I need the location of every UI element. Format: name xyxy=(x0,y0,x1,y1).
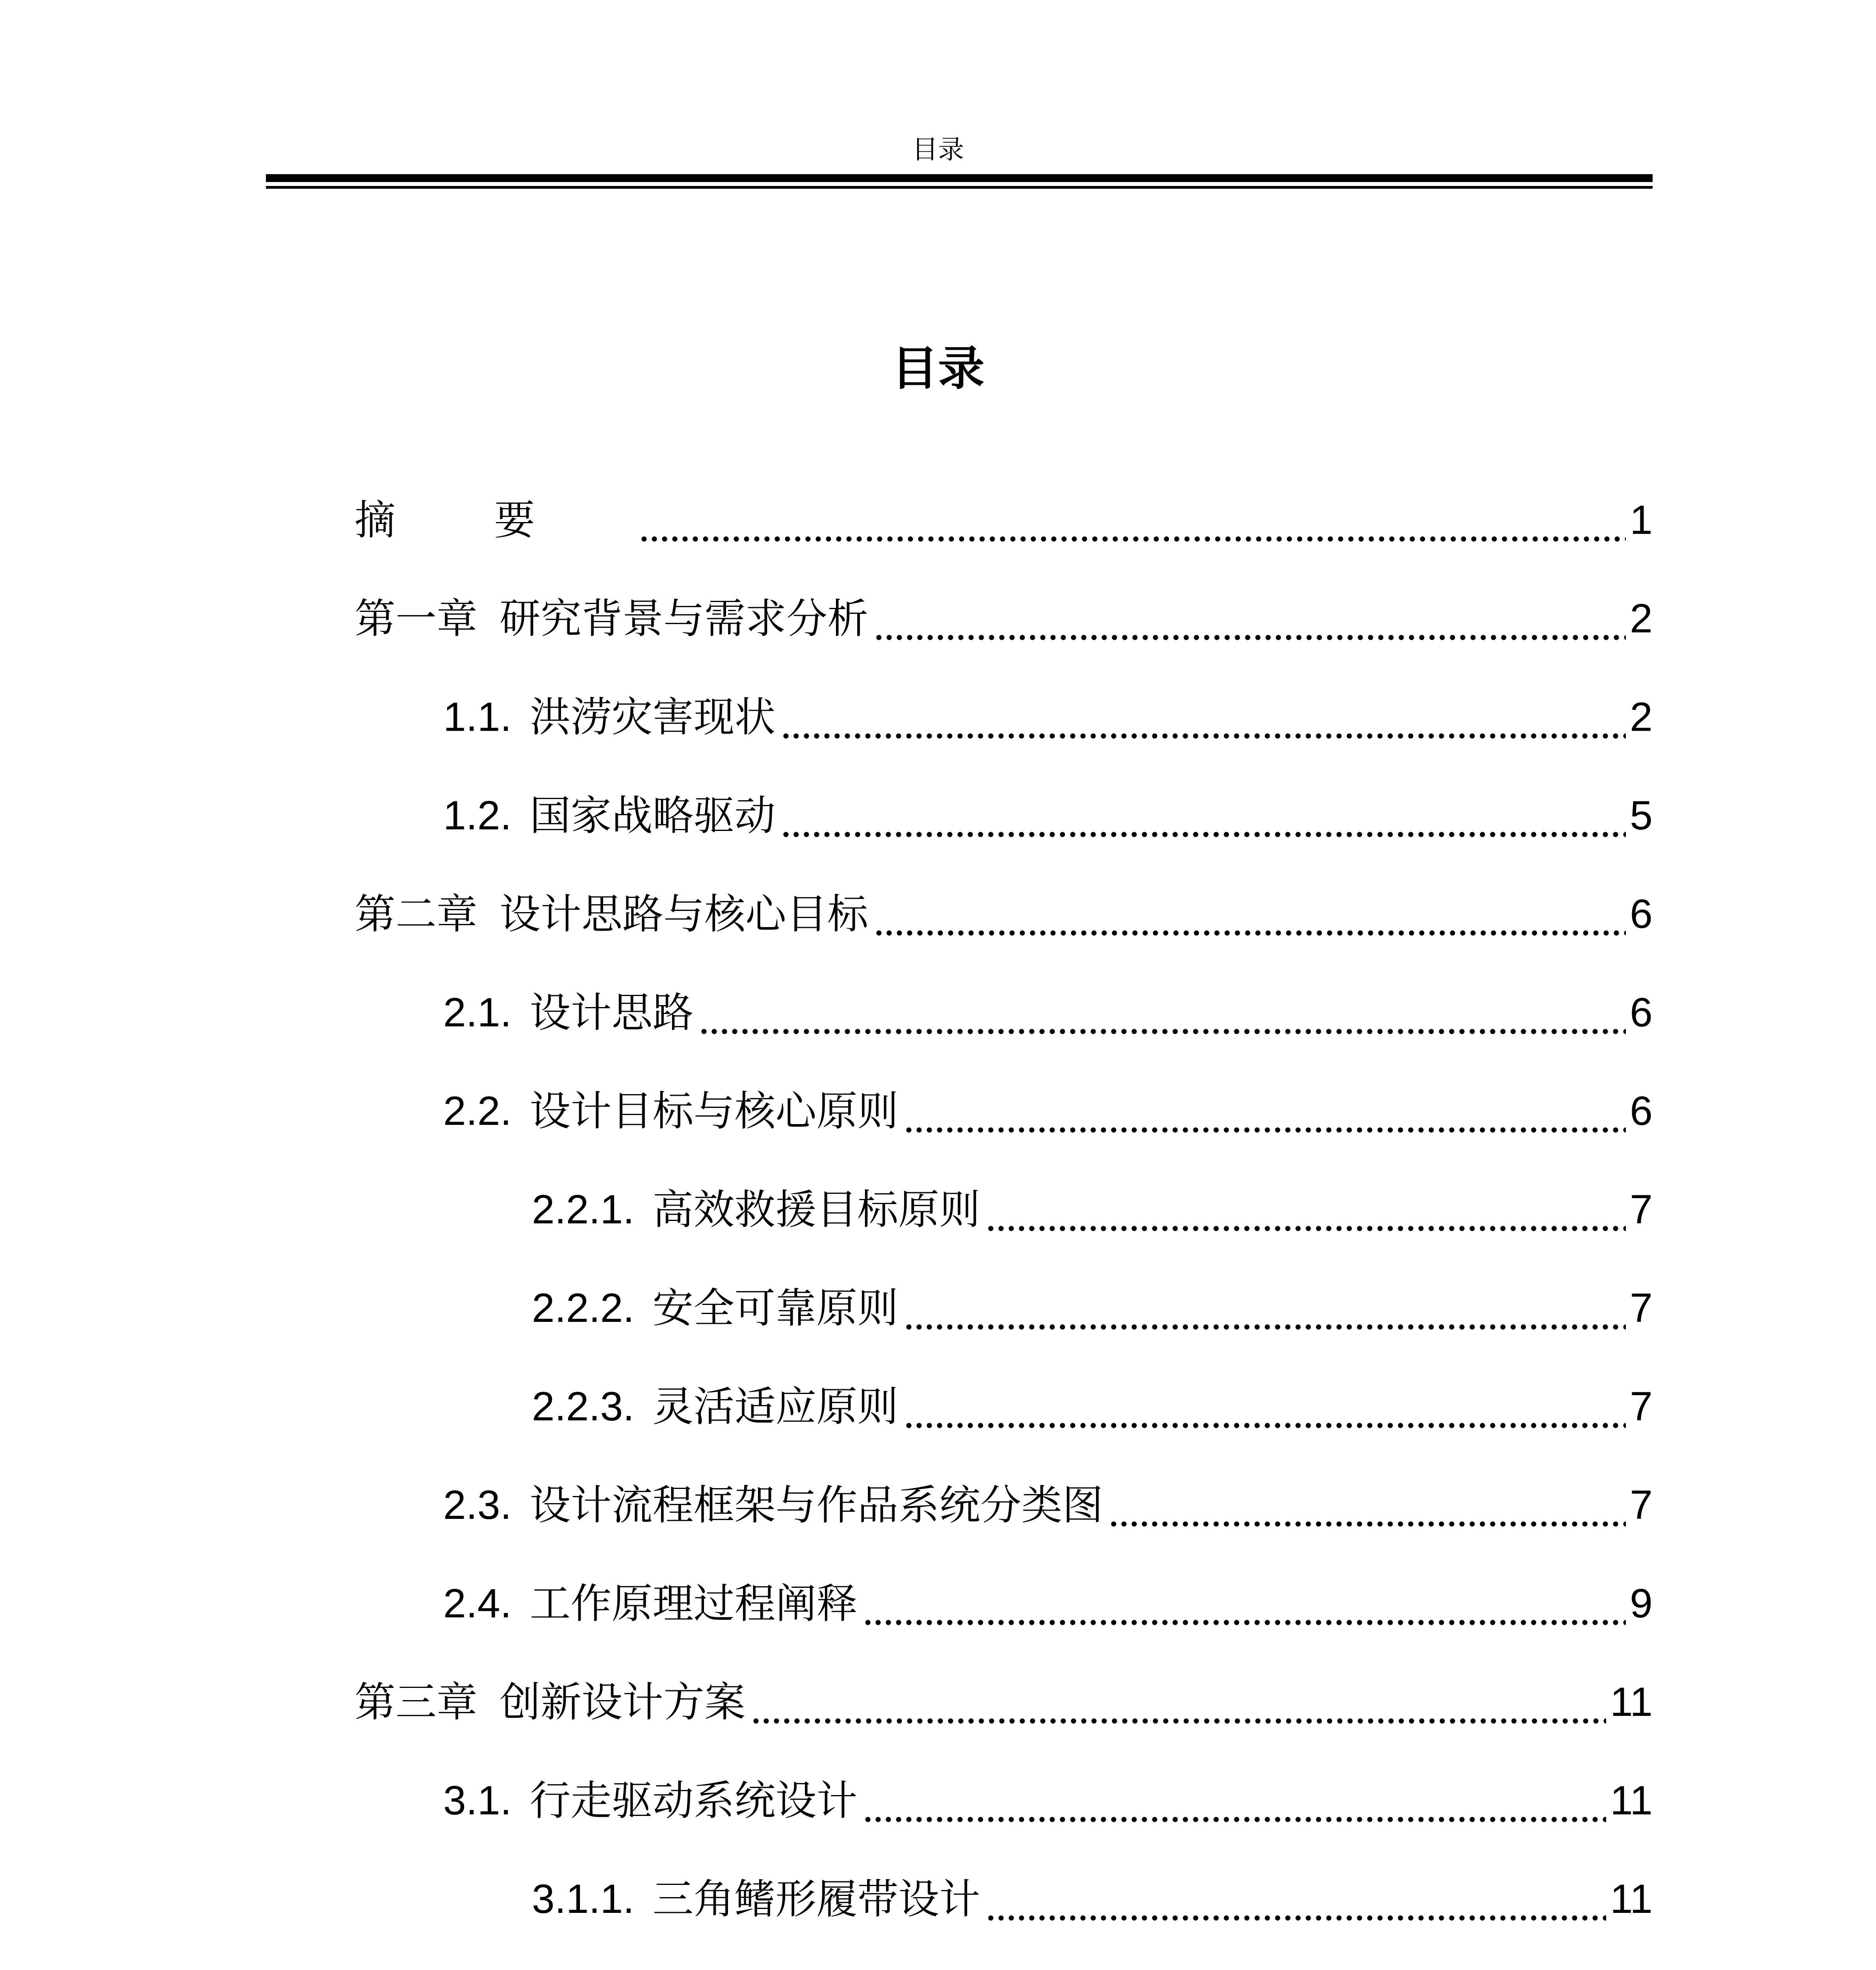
toc-entry-chapter-3[interactable] xyxy=(355,1676,1653,1728)
toc-entry-label: 设计流程框架与作品系统分类图 xyxy=(529,1481,1103,1529)
toc-entry-2-2-3[interactable] xyxy=(532,1381,1653,1432)
dot-leader xyxy=(1109,1479,1626,1531)
toc-entry-abstract[interactable] xyxy=(355,494,1653,546)
dot-leader xyxy=(874,888,1626,940)
toc-entry-1-1[interactable] xyxy=(443,691,1653,743)
toc-entry-2-3[interactable] xyxy=(443,1479,1653,1531)
dot-leader xyxy=(986,1184,1626,1235)
toc-entry-label: 设计思路与核心目标 xyxy=(500,890,869,938)
dot-leader xyxy=(781,691,1626,743)
toc-entry-chapter-1[interactable] xyxy=(355,593,1653,644)
toc-entry-2-2-2[interactable] xyxy=(532,1282,1653,1334)
toc-entry-number: 2.2.2. xyxy=(532,1285,635,1331)
toc-entry-label: 三角鳍形履带设计 xyxy=(652,1875,981,1923)
dot-leader xyxy=(904,1282,1626,1334)
toc-entry-number: 3.1.1. xyxy=(532,1876,635,1922)
dot-leader xyxy=(874,593,1626,644)
toc-entry-number: 2.3. xyxy=(443,1482,512,1528)
toc-entry-number: 1.2. xyxy=(443,793,512,838)
toc-entry-number: 2.2. xyxy=(443,1088,512,1134)
toc-entry-3-1-1[interactable] xyxy=(532,1873,1653,1925)
toc-entry-page: 2 xyxy=(1630,694,1653,740)
toc-entry-page: 9 xyxy=(1630,1581,1653,1626)
toc-entry-3-1[interactable] xyxy=(443,1775,1653,1826)
toc-entry-page: 7 xyxy=(1630,1482,1653,1528)
toc-entry-label: 灵活适应原则 xyxy=(652,1383,899,1431)
toc-entry-number: 2.2.3. xyxy=(532,1384,635,1429)
dot-leader xyxy=(904,1381,1626,1432)
dot-leader xyxy=(863,1775,1606,1826)
toc-entry-page: 11 xyxy=(1610,1679,1653,1725)
toc-entry-2-2[interactable] xyxy=(443,1085,1653,1137)
toc-entry-1-2[interactable] xyxy=(443,790,1653,841)
toc-entry-page: 6 xyxy=(1630,990,1653,1035)
toc-entry-page: 2 xyxy=(1630,596,1653,641)
toc-entry-number: 1.1. xyxy=(443,694,512,740)
toc-title: 目录 xyxy=(891,341,984,396)
toc-entry-number: 第三章 xyxy=(355,1678,478,1726)
dot-leader xyxy=(986,1873,1606,1925)
toc-entry-label: 创新设计方案 xyxy=(500,1678,746,1726)
toc-entry-page: 11 xyxy=(1610,1778,1653,1823)
toc-entry-number: 2.4. xyxy=(443,1581,512,1626)
toc-entry-label: 设计思路 xyxy=(529,989,694,1037)
toc-entry-label: 摘要 xyxy=(355,496,634,544)
toc-entry-label: 研究背景与需求分析 xyxy=(500,595,869,643)
dot-leader xyxy=(863,1578,1626,1629)
running-header: 目录 xyxy=(912,134,964,165)
toc-entry-2-4[interactable] xyxy=(443,1578,1653,1629)
dot-leader xyxy=(639,494,1626,546)
toc-entry-label: 安全可靠原则 xyxy=(652,1284,899,1332)
toc-entry-page: 5 xyxy=(1630,793,1653,838)
toc-entry-page: 6 xyxy=(1630,1088,1653,1134)
toc-entry-page: 7 xyxy=(1630,1384,1653,1429)
toc-entry-number: 2.2.1. xyxy=(532,1187,635,1232)
toc-entry-page: 7 xyxy=(1630,1187,1653,1232)
toc-entry-page: 7 xyxy=(1630,1285,1653,1331)
toc-entry-2-2-1[interactable] xyxy=(532,1184,1653,1235)
toc-entry-label: 高效救援目标原则 xyxy=(652,1186,981,1234)
toc-entry-page: 1 xyxy=(1630,497,1653,543)
toc-entry-label: 国家战略驱动 xyxy=(529,792,776,840)
toc-entry-page: 6 xyxy=(1630,891,1653,937)
toc-entry-number: 2.1. xyxy=(443,990,512,1035)
toc-entry-label: 洪涝灾害现状 xyxy=(529,693,776,741)
toc-entry-label: 行走驱动系统设计 xyxy=(529,1777,858,1825)
toc-entry-page: 11 xyxy=(1610,1876,1653,1922)
toc-entry-label: 工作原理过程阐释 xyxy=(529,1580,858,1628)
toc-entry-chapter-2[interactable] xyxy=(355,888,1653,940)
toc-entry-2-1[interactable] xyxy=(443,987,1653,1038)
dot-leader xyxy=(904,1085,1626,1137)
toc-entry-number: 第二章 xyxy=(355,890,478,938)
dot-leader xyxy=(781,790,1626,841)
toc-entry-number: 3.1. xyxy=(443,1778,512,1823)
dot-leader xyxy=(751,1676,1606,1728)
toc-entry-number: 第一章 xyxy=(355,595,478,643)
dot-leader xyxy=(699,987,1626,1038)
toc-entry-label: 设计目标与核心原则 xyxy=(529,1087,899,1135)
